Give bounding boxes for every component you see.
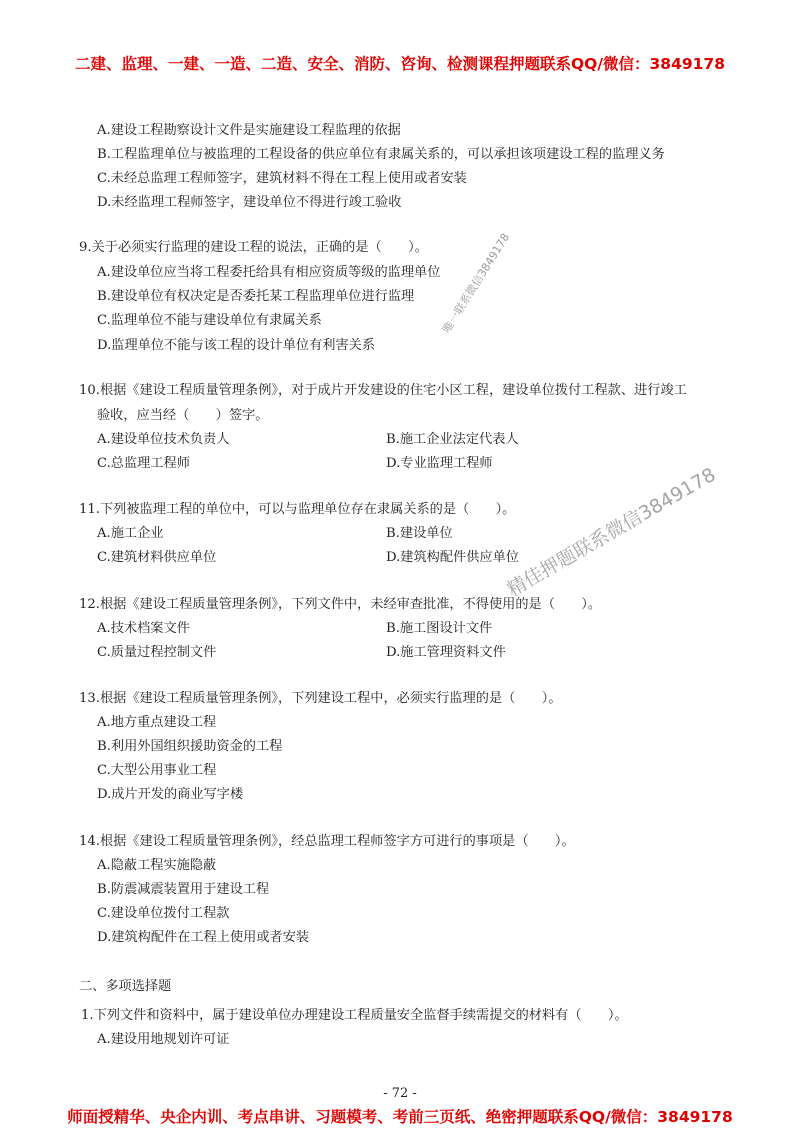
watermark-large: 精佳押题联系微信3849178: [503, 463, 720, 602]
question-11-option-d: D.建筑构配件供应单位: [386, 550, 519, 565]
question-10-option-a: A.建设单位技术负责人: [97, 432, 230, 447]
prev-option-c: C.未经总监理工程师签字，建筑材料不得在工程上使用或者安装: [97, 171, 467, 186]
question-10-option-b: B.施工企业法定代表人: [386, 432, 519, 447]
prev-option-a: A.建设工程勘察设计文件是实施建设工程监理的依据: [97, 123, 401, 138]
question-12-option-a: A.技术档案文件: [97, 621, 190, 636]
multi-question-1-option-a: A.建设用地规划许可证: [97, 1032, 230, 1047]
prev-option-b: B.工程监理单位与被监理的工程设备的供应单位有隶属关系的，可以承担该项建设工程的监理义务: [97, 147, 665, 162]
question-11-option-b: B.建设单位: [386, 526, 453, 541]
question-13-stem: 13.根据《建设工程质量管理条例》，下列建设工程中，必须实行监理的是（ ）。: [79, 691, 562, 706]
question-14-stem: 14.根据《建设工程质量管理条例》，经总监理工程师签字方可进行的事项是（ ）。: [79, 834, 575, 849]
question-12-stem: 12.根据《建设工程质量管理条例》，下列文件中，未经审查批准，不得使用的是（ ）。: [79, 597, 602, 612]
footer-banner: 师面授精华、央企内训、考点串讲、习题模考、考前三页纸、绝密押题联系QQ/微信：3849178: [67, 1108, 733, 1126]
question-14-option-a: A.隐蔽工程实施隐蔽: [97, 858, 217, 873]
question-9-option-c: C.监理单位不能与建设单位有隶属关系: [97, 313, 322, 328]
question-13-option-d: D.成片开发的商业写字楼: [97, 787, 244, 802]
question-12-option-c: C.质量过程控制文件: [97, 645, 217, 660]
question-10-stem-continued: 验收，应当经（ ）签字。: [97, 408, 269, 423]
question-10-option-d: D.专业监理工程师: [386, 456, 493, 471]
question-9-option-d: D.监理单位不能与该工程的设计单位有利害关系: [97, 338, 376, 353]
watermark-small: 唯一联系微信3849178: [440, 231, 513, 336]
question-10-stem: 10.根据《建设工程质量管理条例》，对于成片开发建设的住宅小区工程，建设单位拨付工程款、进行竣工: [79, 383, 687, 398]
prev-option-d: D.未经监理工程师签字，建设单位不得进行竣工验收: [97, 195, 402, 210]
header-banner: 二建、监理、一建、一造、二造、安全、消防、咨询、检测课程押题联系QQ/微信：3849178: [74, 55, 725, 73]
question-9-option-b: B.建设单位有权决定是否委托某工程监理单位进行监理: [97, 289, 415, 304]
question-11-option-c: C.建筑材料供应单位: [97, 550, 217, 565]
question-11-option-a: A.施工企业: [97, 526, 164, 541]
question-14-option-b: B.防震减震装置用于建设工程: [97, 882, 270, 897]
page-number: - 72 -: [383, 1086, 417, 1101]
question-13-option-b: B.利用外国组织援助资金的工程: [97, 739, 283, 754]
question-14-option-c: C.建设单位拨付工程款: [97, 906, 230, 921]
question-9-stem: 9.关于必须实行监理的建设工程的说法，正确的是（ ）。: [79, 240, 428, 255]
question-11-stem: 11.下列被监理工程的单位中，可以与监理单位存在隶属关系的是（ ）。: [79, 502, 516, 517]
question-13-option-c: C.大型公用事业工程: [97, 763, 217, 778]
multi-question-1-stem: 1.下列文件和资料中，属于建设单位办理建设工程质量安全监督手续需提交的材料有（ ）。: [81, 1008, 628, 1023]
question-9-option-a: A.建设单位应当将工程委托给具有相应资质等级的监理单位: [97, 265, 441, 280]
section-title-multiple-choice: 二、多项选择题: [79, 979, 172, 994]
question-10-option-c: C.总监理工程师: [97, 456, 190, 471]
question-14-option-d: D.建筑构配件在工程上使用或者安装: [97, 930, 310, 945]
question-13-option-a: A.地方重点建设工程: [97, 715, 217, 730]
question-12-option-d: D.施工管理资料文件: [386, 645, 506, 660]
question-12-option-b: B.施工图设计文件: [386, 621, 493, 636]
